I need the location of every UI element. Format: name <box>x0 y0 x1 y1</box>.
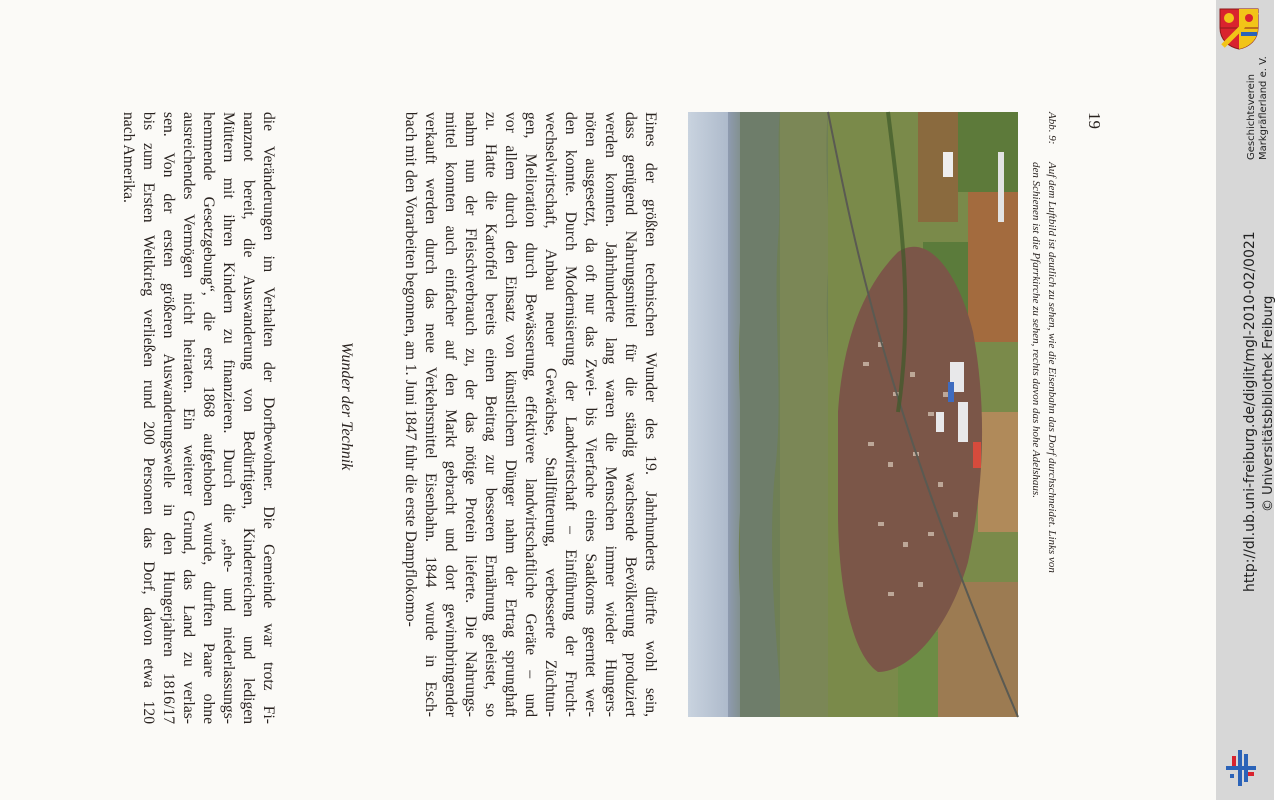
paragraph-line: verkauft werden durch das neue Verkehrsmittel Eisenbahn. 1844 wurde in Esch- <box>422 112 439 717</box>
paragraph-line: dass genügend Nahrungsmittel für die ständig wachsende Bevölkerung produziert <box>622 112 639 717</box>
ub-freiburg-logo-icon <box>1226 748 1256 788</box>
paragraph-line: mittel konnten auch einfacher auf den Markt gebracht und dort gewinnbringender <box>442 112 459 717</box>
paragraph-line: nahm nun der Fleischverbrauch zu, der das nötige Protein lieferte. Die Nahrungs- <box>462 112 479 717</box>
paragraph-line: gen, Melioration durch Bewässerung, effektivere landwirtschaftliche Geräte – und <box>522 112 539 717</box>
page-number: 19 <box>1085 112 1104 129</box>
paragraph-technology <box>400 112 660 717</box>
caption-line: den Schienen ist die Pfarrkirche zu sehen, rechts davon das hohe Adelshaus. <box>1030 162 1042 498</box>
paragraph-line: sen. Von der ersten größeren Auswanderungswelle in den Hungerjahren 1816/17 <box>160 112 177 724</box>
copyright-text: © Universitätsbibliothek Freiburg <box>1261 295 1276 512</box>
figure-caption <box>1028 112 1060 672</box>
paragraph-line: vor allem durch den Einsatz von künstlichem Dünger nahm der Ertrag sprunghaft <box>502 112 519 717</box>
coat-of-arms-icon <box>1217 6 1261 50</box>
paragraph-line: wechselwirtschaft, Anbau neuer Gewächse, Stallfütterung, verbesserte Züchtun- <box>542 112 559 717</box>
section-heading: Wunder der Technik <box>338 342 355 471</box>
paragraph-emigration <box>118 112 278 724</box>
paragraph-line: bis zum Ersten Weltkrieg verließen rund 200 Personen das Dorf, davon etwa 120 <box>140 112 157 724</box>
publisher-name <box>1246 56 1270 160</box>
caption-label: Abb. 9: <box>1046 112 1058 145</box>
aerial-photo <box>688 112 1018 717</box>
paragraph-line: nöten ausgesetzt, da oft nur das Zwei- bis Vierfache eines Saatkorns geerntet wer- <box>582 112 599 717</box>
source-url-link[interactable]: http://dl.ub.uni-freiburg.de/diglit/mgl-2010-02/0021 <box>1242 231 1258 592</box>
paragraph-line: nach Amerika. <box>120 112 137 203</box>
paragraph-line: nanznot bereit, die Auswanderung von Bedürftigen, Kinderreichen und ledigen <box>240 112 257 724</box>
paragraph-line: zu. Hatte die Kartoffel bereits einen Beitrag zur besseren Ernährung geleistet, so <box>482 112 499 717</box>
publisher-line1: Geschichtsverein <box>1246 74 1257 160</box>
paragraph-line: die Veränderungen im Verhalten der Dorfbewohner. Die Gemeinde war trotz Fi- <box>260 112 277 724</box>
paragraph-line: werden konnten. Jahrhunderte lang waren die Menschen immer wieder Hungers- <box>602 112 619 717</box>
paragraph-line: den konnte. Durch Modernisierung der Landwirtschaft – Einführung der Frucht- <box>562 112 579 717</box>
publisher-line2: Markgräflerland e. V. <box>1258 56 1269 160</box>
paragraph-line: ausreichendes Vermögen nicht heiraten. Ein weiterer Grund, das Land zu verlas- <box>180 112 197 724</box>
paragraph-line: hemmende Gesetzgebung“, die erst 1868 aufgehoben wurde, durften Paare ohne <box>200 112 217 724</box>
caption-line: Auf dem Luftbild ist deutlich zu sehen, wie die Eisenbahn das Dorf durchschneidet. Links von <box>1046 162 1058 573</box>
paragraph-line: bach mit den Vorarbeiten begonnen, am 1. Juni 1847 fuhr die erste Dampflokomo- <box>402 112 419 627</box>
library-sidebar <box>1216 0 1274 800</box>
paragraph-line: Eines der größten technischen Wunder des 19. Jahrhunderts dürfte wohl sein, <box>642 112 659 717</box>
paragraph-line: Müttern mit ihren Kindern zu finanzieren. Durch die „ehe- und niederlassungs- <box>220 112 237 724</box>
